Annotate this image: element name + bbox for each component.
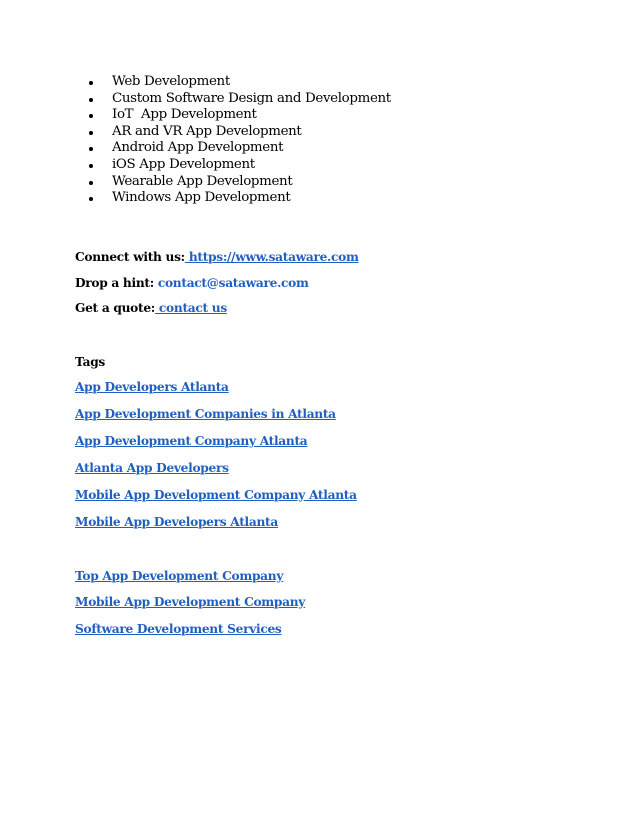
service-label: iOS App Development	[112, 156, 255, 172]
website-link[interactable]: https://www.sataware.com	[184, 250, 359, 264]
service-label: Android App Development	[112, 140, 284, 156]
service-label: AR and VR App Development	[112, 123, 302, 139]
tag-link[interactable]: App Developers Atlanta	[75, 380, 229, 394]
extra-link-2	[75, 621, 281, 637]
service-label: Custom Software Design and Development	[112, 90, 391, 106]
quote-line	[75, 300, 227, 316]
bullet-icon	[89, 81, 93, 85]
list-item	[75, 140, 391, 157]
bullet-icon	[89, 164, 93, 168]
tag-link-1	[75, 406, 336, 422]
quote-label: Get a quote:	[75, 301, 155, 315]
connect-line	[75, 249, 359, 265]
contact-us-link[interactable]: contact us	[154, 301, 227, 315]
tag-link[interactable]: Mobile App Development Company Atlanta	[75, 488, 357, 502]
service-label: IoT App Development	[112, 107, 257, 123]
tag-link[interactable]: Atlanta App Developers	[75, 461, 229, 475]
email-link[interactable]: contact@sataware.com	[157, 276, 309, 290]
extra-link[interactable]: Software Development Services	[75, 622, 282, 636]
tags-heading: Tags	[75, 355, 105, 369]
tag-link-2	[75, 433, 307, 449]
tag-link-5	[75, 514, 278, 530]
extra-link[interactable]: Mobile App Development Company	[75, 595, 306, 609]
list-item	[75, 190, 391, 207]
tag-link[interactable]: App Development Company Atlanta	[75, 434, 308, 448]
service-label: Web Development	[112, 74, 230, 89]
tag-link[interactable]: App Development Companies in Atlanta	[75, 407, 336, 421]
bullet-icon	[89, 147, 93, 151]
bullet-icon	[89, 98, 93, 102]
extra-link-0	[75, 568, 283, 584]
service-label: Wearable App Development	[112, 173, 293, 189]
list-item	[75, 157, 391, 174]
services-list	[75, 74, 391, 207]
service-label: Windows App Development	[112, 190, 291, 206]
list-item	[75, 74, 391, 91]
hint-label: Drop a hint:	[75, 276, 154, 290]
hint-line	[75, 275, 309, 291]
bullet-icon	[89, 114, 93, 118]
tag-link-4	[75, 487, 357, 503]
list-item	[75, 124, 391, 141]
list-item	[75, 174, 391, 191]
bullet-icon	[89, 181, 93, 185]
list-item	[75, 107, 391, 124]
connect-label: Connect with us:	[75, 250, 185, 264]
bullet-icon	[89, 197, 93, 201]
tag-link[interactable]: Mobile App Developers Atlanta	[75, 515, 278, 529]
tag-link-0	[75, 379, 229, 395]
bullet-icon	[89, 131, 93, 135]
extra-link[interactable]: Top App Development Company	[75, 569, 284, 583]
list-item	[75, 91, 391, 108]
tag-link-3	[75, 460, 229, 476]
extra-link-1	[75, 594, 305, 610]
